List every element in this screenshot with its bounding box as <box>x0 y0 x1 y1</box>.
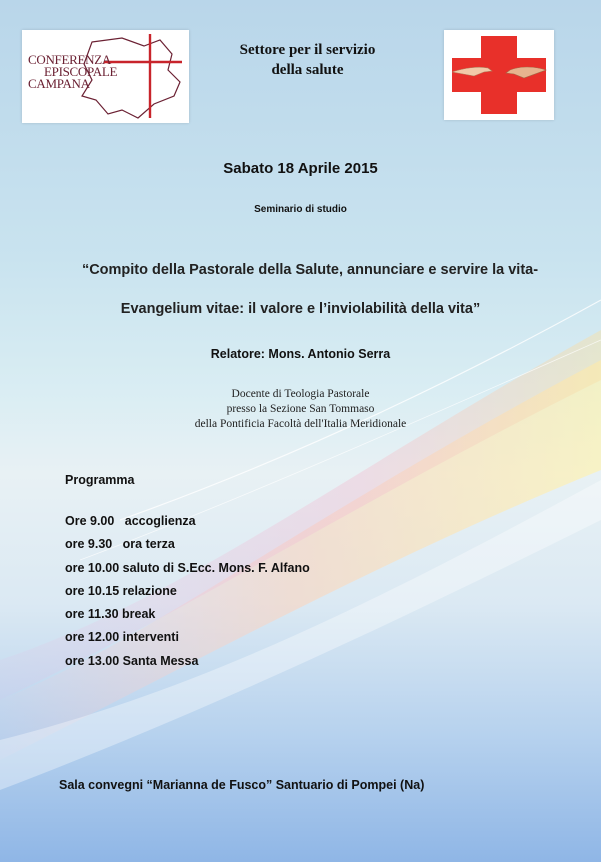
speaker-bio-line-2: presso la Sezione San Tommaso <box>226 403 375 415</box>
program-heading: Programma <box>65 473 135 487</box>
program-item: ore 10.00 saluto di S.Ecc. Mons. F. Alfano <box>65 560 310 575</box>
venue: Sala convegni “Marianna de Fusco” Santuario di Pompei (Na) <box>59 778 425 792</box>
logo-line-1: CONFERENZA <box>28 52 111 67</box>
sector-title-line-2: della salute <box>271 62 344 78</box>
program-item: ore 13.00 Santa Messa <box>65 653 199 668</box>
program-item: ore 12.00 interventi <box>65 630 179 645</box>
event-title-line-2: Evangelium vitae: il valore e l’inviolabilità della vita” <box>120 301 481 317</box>
red-cross-logo <box>444 30 554 120</box>
speaker-bio-line-1: Docente di Teologia Pastorale <box>231 388 370 400</box>
speaker-bio-line-3: della Pontificia Facoltà dell'Italia Meridionale <box>194 418 407 430</box>
logo-line-2: EPISCOPALE <box>44 64 118 79</box>
program-item: ore 11.30 break <box>65 607 156 622</box>
sector-title-line-1: Settore per il servizio <box>239 42 376 58</box>
event-title-line-1: “Compito della Pastorale della Salute, annunciare e servire la vita- <box>81 262 539 278</box>
sector-title <box>220 40 395 80</box>
event-type: Seminario di studio <box>254 204 347 215</box>
program-item: ore 9.30 ora terza <box>65 537 175 552</box>
red-cross-hands-icon <box>444 30 554 120</box>
program-item: ore 10.15 relazione <box>65 583 177 598</box>
logo-line-3: CAMPANA <box>28 76 90 91</box>
program-item: Ore 9.00 accoglienza <box>65 514 196 528</box>
program-list <box>65 513 310 676</box>
speaker-bio <box>0 387 601 432</box>
cec-logo <box>22 30 189 123</box>
speaker: Relatore: Mons. Antonio Serra <box>210 347 391 361</box>
event-date: Sabato 18 Aprile 2015 <box>223 160 378 177</box>
